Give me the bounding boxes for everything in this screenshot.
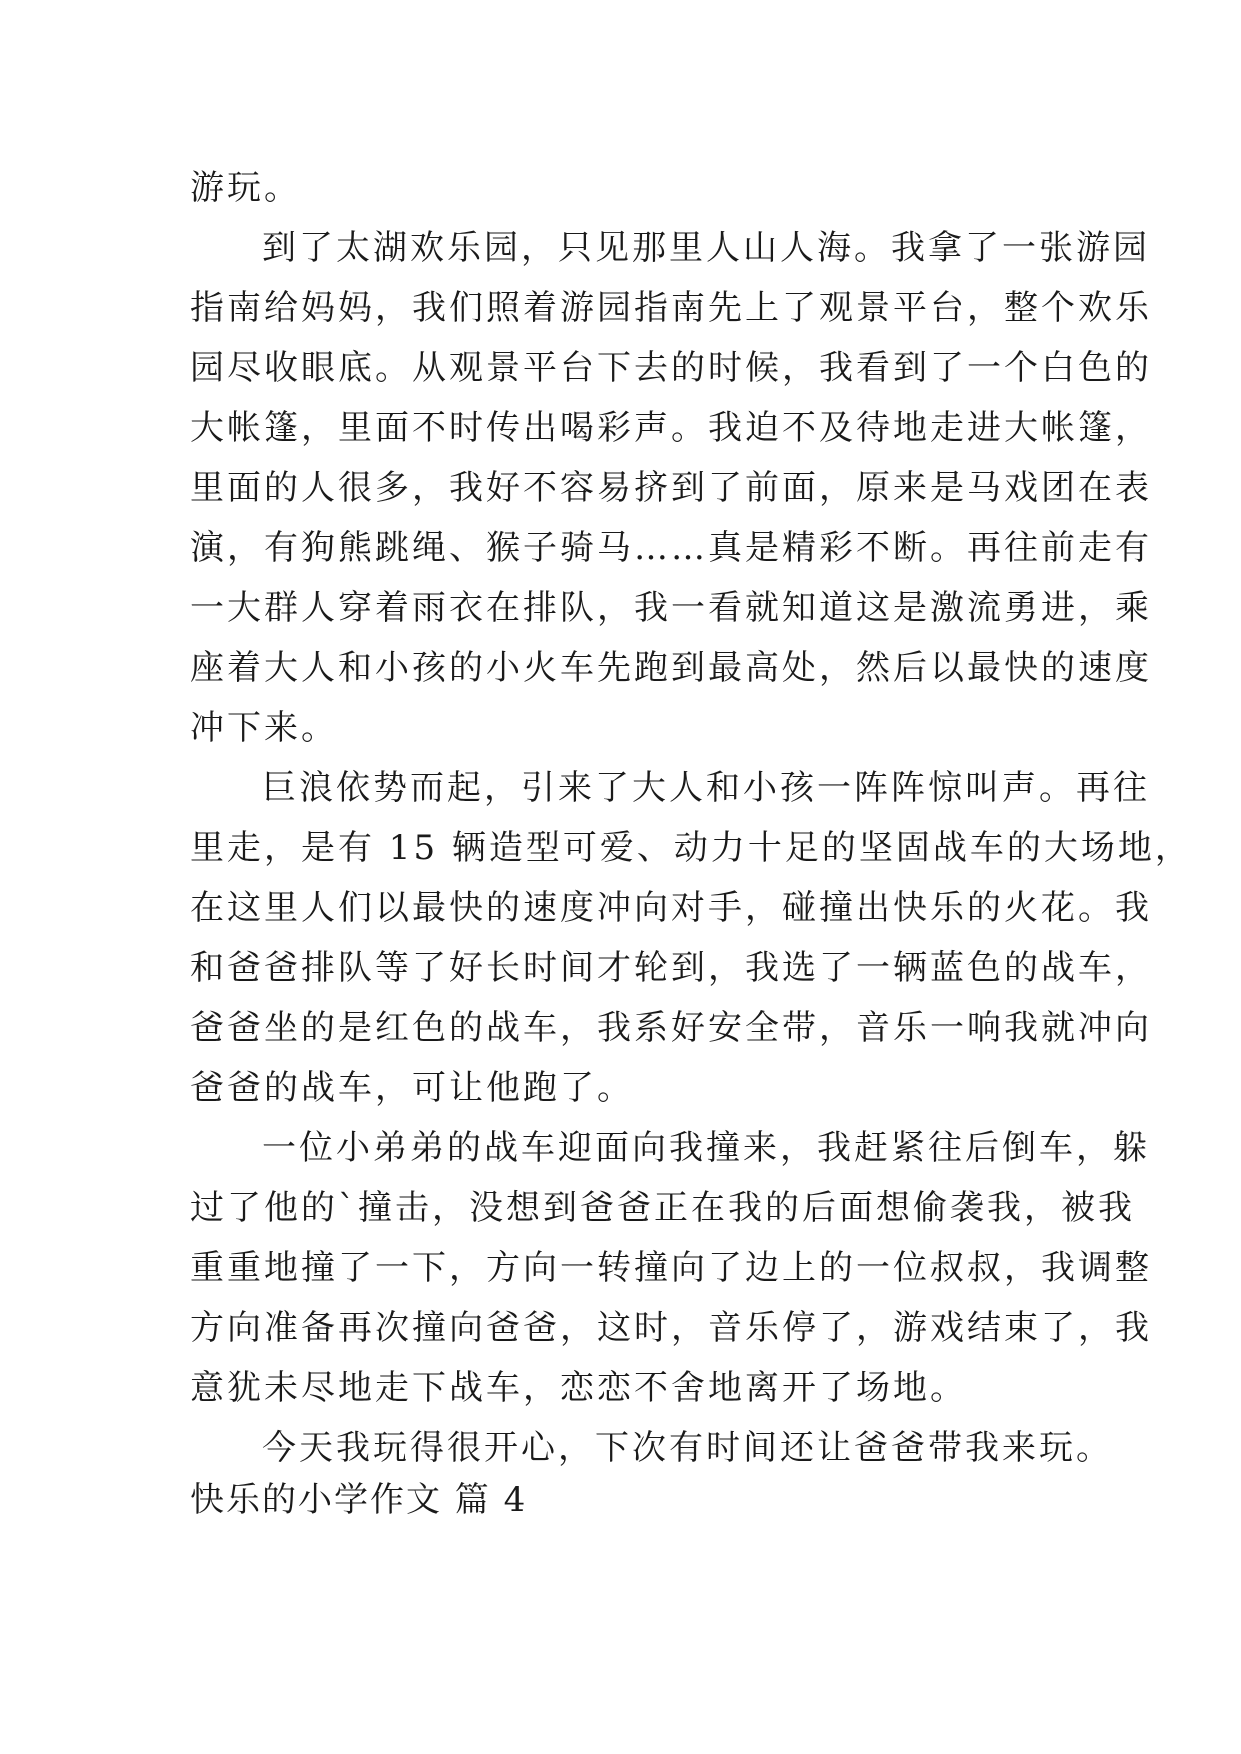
text-line: 游玩。	[190, 168, 301, 208]
text-line: 座着大人和小孩的小火车先跑到最高处，然后以最快的速度	[190, 648, 1152, 688]
essay-body	[190, 158, 1192, 1478]
text-line: 冲下来。	[190, 708, 338, 748]
text-line: 里走，是有 15 辆造型可爱、动力十足的坚固战车的大场地，	[190, 828, 1192, 868]
text-line: 大帐篷，里面不时传出喝彩声。我迫不及待地走进大帐篷，	[190, 408, 1152, 448]
text-line: 一大群人穿着雨衣在排队，我一看就知道这是激流勇进，乘	[190, 588, 1152, 628]
text-line: 爸爸坐的是红色的战车，我系好安全带，音乐一响我就冲向	[190, 1008, 1152, 1048]
text-line: 意犹未尽地走下战车，恋恋不舍地离开了场地。	[190, 1368, 967, 1408]
paragraph-start-line: 一位小弟弟的战车迎面向我撞来，我赶紧往后倒车，躲	[262, 1128, 1150, 1168]
section-heading: 快乐的小学作文 篇 4	[190, 1480, 528, 1520]
text-line: 过了他的`撞击，没想到爸爸正在我的后面想偷袭我，被我	[190, 1188, 1135, 1228]
text-line: 演，有狗熊跳绳、猴子骑马……真是精彩不断。再往前走有	[190, 528, 1152, 568]
paragraph-start-line: 到了太湖欢乐园，只见那里人山人海。我拿了一张游园	[262, 228, 1150, 268]
paragraph-start-line: 巨浪依势而起，引来了大人和小孩一阵阵惊叫声。再往	[262, 768, 1150, 808]
text-line: 方向准备再次撞向爸爸，这时，音乐停了，游戏结束了，我	[190, 1308, 1152, 1348]
text-line: 指南给妈妈，我们照着游园指南先上了观景平台，整个欢乐	[190, 288, 1152, 328]
text-line: 在这里人们以最快的速度冲向对手，碰撞出快乐的火花。我	[190, 888, 1152, 928]
text-line: 里面的人很多，我好不容易挤到了前面，原来是马戏团在表	[190, 468, 1152, 508]
paragraph-start-line: 今天我玩得很开心，下次有时间还让爸爸带我来玩。	[262, 1428, 1113, 1468]
text-line: 爸爸的战车，可让他跑了。	[190, 1068, 634, 1108]
text-line: 重重地撞了一下，方向一转撞向了边上的一位叔叔，我调整	[190, 1248, 1152, 1288]
text-line: 园尽收眼底。从观景平台下去的时候，我看到了一个白色的	[190, 348, 1152, 388]
text-line: 和爸爸排队等了好长时间才轮到，我选了一辆蓝色的战车，	[190, 948, 1152, 988]
